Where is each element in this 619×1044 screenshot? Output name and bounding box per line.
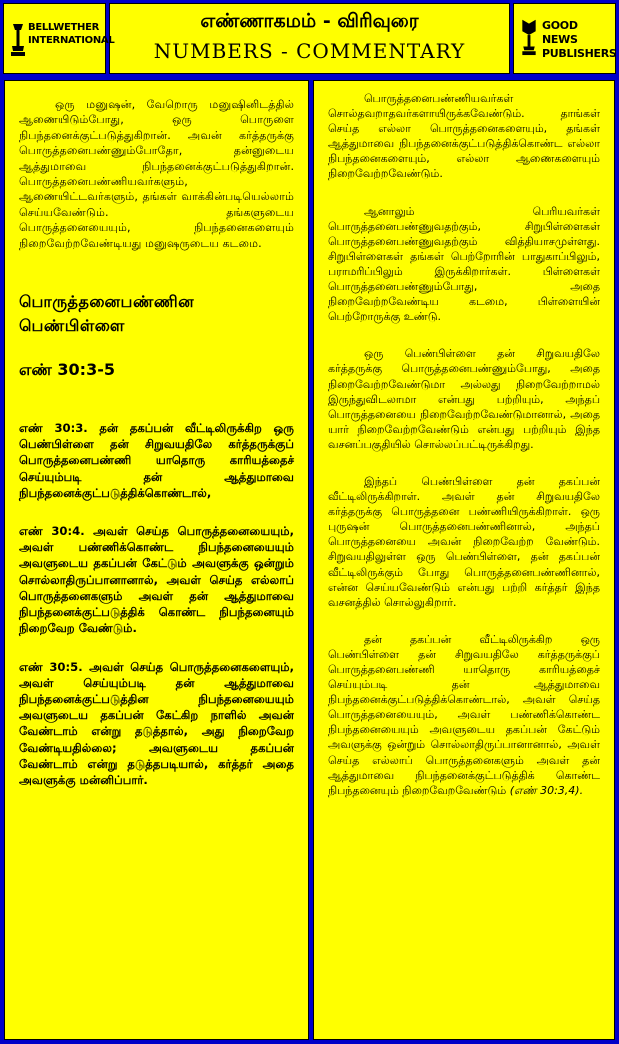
- logo-right-line-2: PUBLISHERS: [542, 47, 617, 60]
- commentary-paragraph-5-text: தன் தகப்பன் வீட்டிலிருக்கிற ஒரு பெண்பிள்ளை தன் சிறுவயதிலே கர்த்தருக்குப் பொருத்தனைபண்ணி யாதொரு காரியத்தைச் செய்யும்படி தன் ஆத்துமாவை நிபந்தனைக்குட்படுத்திக்கொண்டால், அவள் செய்த பொருத்தனையையும், அவள் பண்ணிக்கொண்ட நிபந்தனையையும் அவளுடைய தகப்பன் கேட்டும் அவளுக்கு ஒன்றும் சொல்லாதிருப்பானானால், அவள் செய்த எல்லாப் பொருத்தனைகளும் அவள் தன் ஆத்துமாவை நிபந்தனைக்குட்படுத்திக் கொண்ட நிபந்தனையும் நிறைவேறவேண்டும்: [328, 632, 600, 797]
- logo-right-line-1: GOOD NEWS: [542, 19, 578, 46]
- page-title-english: NUMBERS - COMMENTARY: [153, 39, 466, 63]
- commentary-paragraph-4: இந்தப் பெண்பிள்ளை தன் தகப்பன் வீட்டிலிருக்கிறாள். அவள் தன் சிறுவயதிலே கர்த்தருக்கு பொருத்தனை பண்ணியிருக்கிறாள். ஒரு புருஷன் பொருத்தனைபண்ணினால், அந்தப் பொருத்தனையை அவன் நிறைவேற்ற வேண்டும். சிறுவயதிலுள்ள ஒரு பெண்பிள்ளை, தன் தகப்பன் வீட்டிலிருக்கும் போது பொருத்தனைபண்ணினால், என்ன செய்யவேண்டும் என்பது பற்றி கர்த்தர் இந்த வசனத்தில் சொல்லுகிறார்.: [328, 474, 600, 609]
- publisher-logo-right: [513, 3, 616, 74]
- commentary-paragraph-2: ஆனாலும் பெரியவர்கள் பொருத்தனைபண்ணுவதற்கும், சிறுபிள்ளைகள் பொருத்தனைபண்ணுவதற்கும் வித்தியாசமுள்ளது. சிறுபிள்ளைகள் தங்கள் பெற்றோரின் பாதுகாப்பிலும், பராமரிப்பிலும் இருக்கிறார்கள். பிள்ளைகள் பொருத்தனைபண்ணும்போது, அதை நிறைவேற்றவேண்டிய கடமை, பிள்ளையின் பெற்றோருக்கு உண்டு.: [328, 204, 600, 324]
- logo-right-text: [542, 19, 617, 61]
- open-book-icon: [520, 16, 538, 56]
- intro-paragraph: ஒரு மனுஷன், வேறொரு மனுஷினிடத்தில் ஆணையிடும்போது, ஒரு பொருளை நிபந்தனைக்குட்படுத்துகிறான். அவன் கர்த்தருக்கு பொருத்தனைபண்ணும்போதோ, தன்னுடைய ஆத்துமாவை நிபந்தனைக்குட்படுத்துகிறான். பொருத்தனைபண்ணியவர்களும், ஆணையிட்டவர்களும், தங்கள் வாக்கின்படியெல்லாம் செய்யவேண்டும். தங்களுடைய பொருத்தனையையும், நிபந்தனைகளையும் நிறைவேற்றவேண்டியது மனுஷருடைய கடமை.: [19, 98, 294, 250]
- title-box: [109, 3, 510, 74]
- section-heading-line-1: பொருத்தனைபண்ணின: [19, 292, 195, 312]
- logo-left-line-2: INTERNATIONAL: [28, 35, 115, 46]
- verse-3-text: எண் 30:3. தன் தகப்பன் வீட்டிலிருக்கிற ஒரு பெண்பிள்ளை தன் சிறுவயதிலே கர்த்தருக்குப் பொருத்தனைபண்ணி யாதொரு காரியத்தைச் செய்யும்படி தன் ஆத்துமாவை நிபந்தனைக்குட்படுத்திக்கொண்டால்,: [19, 421, 294, 500]
- commentary-paragraph-3: ஒரு பெண்பிள்ளை தன் சிறுவயதிலே கர்த்தருக்கு பொருத்தனைபண்ணும்போது, அதை நிறைவேற்றவேண்டுமா அல்லது நிறைவேற்றாமல் இருந்துவிடலாமா என்பது பற்றியும், அந்தப் பொருத்தனையை நிறைவேற்றவேண்டுமானால், அதை யார் நிறைவேற்றவேண்டும் என்பது பற்றியும் இந்த வசனப்பகுதியில் சொல்லப்பட்டிருக்கிறது.: [328, 347, 600, 451]
- verse-4-text: எண் 30:4. அவள் செய்த பொருத்தனையையும், அவள் பண்ணிக்கொண்ட நிபந்தனையையும் அவளுடைய தகப்பன் கேட்டும் அவளுக்கு ஒன்றும் சொல்லாதிருப்பானானால், அவள் செய்த எல்லாப் பொருத்தனைகளும் அவள் தன் ஆத்துமாவை நிபந்தனைக்குட்படுத்திக் கொண்ட நிபந்தனையும் நிறைவேற வேண்டும்.: [19, 524, 294, 636]
- right-column: [313, 80, 615, 1040]
- publisher-logo-left: [3, 3, 115, 74]
- commentary-paragraph-1: பொருத்தனைபண்ணியவர்கள் சொல்தவறாதவர்களாயிருக்கவேண்டும். தாங்கள் செய்த எல்லா பொருத்தனைகளையும், தங்கள் ஆத்துமாவை நிபந்தனைக்குட்படுத்திக்கொண்ட எல்லா நிபந்தனைகளையும், எல்லா ஆணைகளையும் நிறைவேற்றவேண்டும்.: [328, 92, 600, 181]
- section-heading-line-2: பெண்பிள்ளை: [19, 316, 125, 336]
- page-header: [3, 3, 616, 74]
- book-stand-icon: [9, 18, 27, 58]
- page-title-tamil: எண்ணாகமம் - விரிவுரை: [200, 10, 419, 32]
- verse-5-text: எண் 30:5. அவள் செய்த பொருத்தனைகளையும், அவள் செய்யும்படி தன் ஆத்துமாவை நிபந்தனைக்குட்படுத்தின நிபந்தனையையும் அவளுடைய தகப்பன் கேட்கிற நாளில் அவன் வேண்டாம் என்று தடுத்தால், அது நிறைவேற வேண்டியதில்லை; அவளுடைய தகப்பன் வேண்டாம் என்று தடுத்தபடியால், கர்த்தர் அதை அவளுக்கு மன்னிப்பார்.: [19, 659, 294, 787]
- verse-citation: (எண் 30:3,4).: [509, 783, 584, 797]
- verse-reference: எண் 30:3-5: [19, 360, 115, 380]
- commentary-paragraph-5: [328, 632, 600, 798]
- left-column: [4, 80, 309, 1040]
- logo-left-text: [28, 21, 114, 47]
- logo-left-line-1: BELLWETHER: [28, 22, 100, 33]
